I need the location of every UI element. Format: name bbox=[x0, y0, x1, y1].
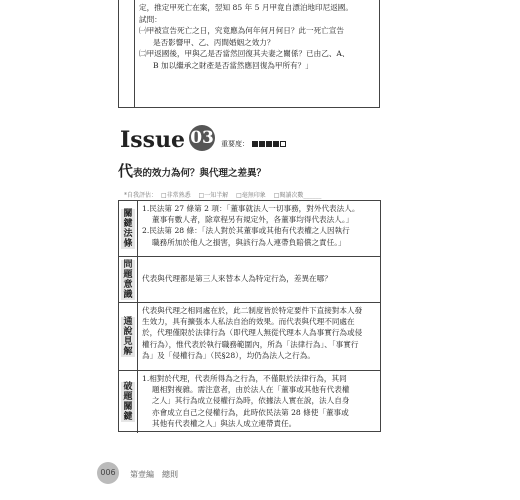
row-label-char: 法 bbox=[121, 229, 135, 239]
row-line: 於，代理僅限於法律行為（即代理人無從代理本人為事實行為或侵 bbox=[142, 328, 363, 338]
row-line: 為」及「侵權行為」（民§28），均仍為法人之行為。 bbox=[142, 350, 315, 360]
row-label-char: 識 bbox=[121, 290, 135, 300]
previous-question-line: 試問： bbox=[139, 14, 162, 24]
issue-word: Issue bbox=[120, 127, 186, 153]
importance-filled-square bbox=[259, 141, 265, 147]
row-line: 生效力，具有擴張本人私法自治的效果。而代表與代理不同處在 bbox=[142, 317, 355, 327]
issue-title-initial: 代 bbox=[118, 162, 134, 180]
row-label-char: 題 bbox=[121, 392, 135, 402]
row-label-char: 說 bbox=[121, 327, 135, 337]
assessment-option: □一知半解 bbox=[198, 192, 229, 199]
table-row-key-point bbox=[119, 371, 380, 433]
row-label-char: 破 bbox=[121, 382, 135, 392]
previous-question-side-column bbox=[119, 0, 135, 107]
row-label-char: 見 bbox=[121, 337, 135, 347]
row-label-char: 條 bbox=[121, 239, 135, 249]
issue-title bbox=[118, 160, 266, 181]
row-text bbox=[142, 373, 377, 429]
row-label bbox=[119, 371, 138, 433]
importance-label: 重要度： bbox=[221, 140, 250, 148]
table-row-key-articles bbox=[119, 201, 380, 257]
row-text bbox=[142, 203, 377, 248]
row-line: 職務所加於他人之損害，與該行為人連帶負賠償之責任。」 bbox=[152, 237, 346, 247]
row-label bbox=[119, 303, 138, 370]
row-line: 之人」其行為成立侵權行為時，依據法人實在說，法人自身 bbox=[152, 396, 350, 406]
row-label-char: 鍵 bbox=[121, 219, 135, 229]
footer-section-title: 第壹編 總則 bbox=[130, 470, 178, 479]
row-text bbox=[142, 305, 377, 361]
issue-title-rest: 表的效力為何？與代理之差異？ bbox=[133, 168, 267, 179]
row-label bbox=[119, 257, 138, 302]
previous-question-line: 定，推定甲死亡在案，翌知 85 年 5 月甲竟自漂泊地印尼返國。 bbox=[139, 3, 353, 12]
self-assessment bbox=[124, 190, 327, 199]
page-number: 006 bbox=[97, 462, 119, 484]
row-line: 代表與代理都是第三人來替本人為特定行為，差異在哪？ bbox=[142, 274, 332, 283]
row-line: 代表與代理之相同處在於，此二制度皆於特定要件下直接對本人發 bbox=[142, 306, 363, 315]
row-label-char: 問 bbox=[121, 260, 135, 270]
assessment-option: □非常熟悉 bbox=[160, 192, 191, 199]
issue-number-badge: 03 bbox=[189, 125, 215, 151]
assessment-option: □毫無印象 bbox=[236, 192, 266, 199]
previous-question-line: ㈡甲返國後，甲與乙是否當然回復其夫妻之關係？已由乙、A、 bbox=[139, 49, 350, 59]
row-label-char: 關 bbox=[121, 209, 135, 219]
importance-squares bbox=[251, 140, 286, 148]
importance-filled-square bbox=[252, 141, 258, 147]
row-label-char: 通 bbox=[121, 317, 135, 327]
row-label-char: 解 bbox=[121, 347, 135, 357]
previous-question-text bbox=[139, 2, 377, 72]
assessment-option: □閱讀次數______ bbox=[273, 192, 322, 199]
row-line: 董事有數人者，除章程另有規定外，各董事均得代表法人。」 bbox=[152, 215, 354, 225]
row-line: 1.相對於代理，代表所得為之行為，不僅限於法律行為，其同 bbox=[142, 374, 347, 383]
previous-question-line: ㈠甲被宣告死亡之日，究竟應為何年何月何日？此一死亡宣告 bbox=[139, 26, 345, 36]
table-row-common-view bbox=[119, 303, 380, 371]
importance-empty-square bbox=[280, 141, 286, 147]
importance-filled-square bbox=[266, 141, 272, 147]
row-line: 權行為），惟代表於執行職務範圍內，所為「法律行為」、「事實行 bbox=[142, 339, 359, 349]
row-label-char: 鍵 bbox=[121, 412, 135, 422]
row-line: 亦會成立自己之侵權行為，此時依民法第 28 條使「董事或 bbox=[152, 407, 349, 417]
self-assessment-prefix: *自我評估： bbox=[124, 192, 158, 199]
row-label-char: 關 bbox=[121, 402, 135, 412]
row-text bbox=[142, 273, 377, 284]
previous-question-line: B 加以繼承之財產是否當然應回復為甲所有？」 bbox=[153, 60, 313, 70]
row-line: 題相對複雜。需注意者，由於法人在「董事或其他有代表權 bbox=[152, 385, 350, 395]
row-line: 2.民法第 28 條：「法人對於其董事或其他有代表權之人因執行 bbox=[142, 226, 350, 236]
row-line: 1.民法第 27 條第 2 項：「董事就法人一切事務，對外代表法人。 bbox=[142, 204, 360, 213]
table-row-question bbox=[119, 257, 380, 303]
issue-table bbox=[118, 200, 381, 432]
issue-heading bbox=[120, 125, 286, 151]
importance-filled-square bbox=[273, 141, 279, 147]
previous-question-line: 是否影響甲、乙、丙間婚姻之效力？ bbox=[153, 37, 275, 47]
previous-question-box bbox=[118, 0, 380, 108]
row-label bbox=[119, 201, 138, 256]
importance-rating bbox=[221, 139, 286, 149]
row-label-char: 意 bbox=[121, 280, 135, 290]
row-line: 其他有代表權之人」與法人成立連帶責任。 bbox=[152, 418, 297, 428]
row-label-char: 題 bbox=[121, 270, 135, 280]
